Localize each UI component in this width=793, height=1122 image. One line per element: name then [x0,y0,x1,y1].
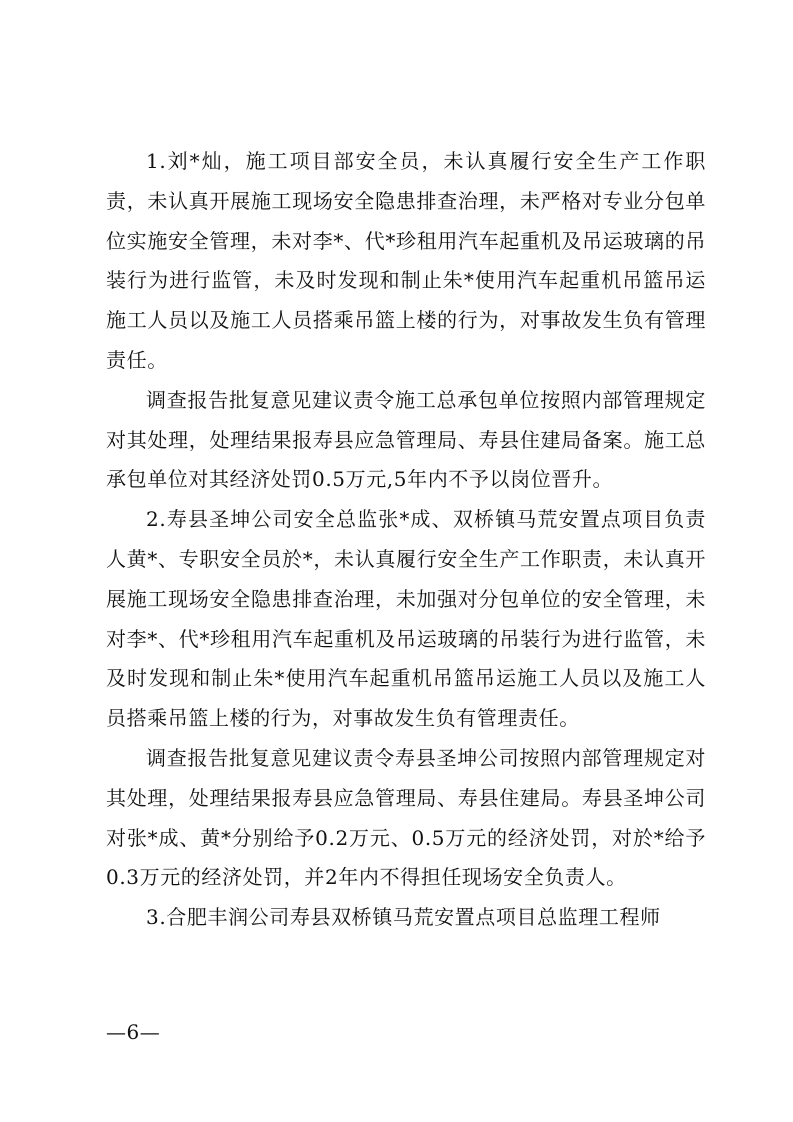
paragraph-1: 1.刘*灿，施工项目部安全员，未认真履行安全生产工作职责，未认真开展施工现场安全隐患排查治理，未严格对专业分包单位实施安全管理，未对李*、代*珍租用汽车起重机及吊运玻璃的吊装行为进行监管，未及时发现和制止朱*使用汽车起重机吊篮吊运施工人员以及施工人员搭乘吊篮上楼的行为，对事故发生负有管理责任。 [106,149,706,372]
paragraph-5: 3.合肥丰润公司寿县双桥镇马荒安置点项目总监理工程师 [146,905,661,930]
document-body [106,142,706,938]
page-number: —6— [106,1020,161,1044]
paragraph-2: 调查报告批复意见建议责令施工总承包单位按照内部管理规定对其处理，处理结果报寿县应急管理局、寿县住建局备案。施工总承包单位对其经济处罚0.5万元,5年内不予以岗位晋升。 [106,387,706,492]
paragraph-3: 2.寿县圣坤公司安全总监张*成、双桥镇马荒安置点项目负责人黄*、专职安全员於*，未认真履行安全生产工作职责，未认真开展施工现场安全隐患排查治理，未加强对分包单位的安全管理，未对李*、代*珍租用汽车起重机及吊运玻璃的吊装行为进行监管，未及时发现和制止朱*使用汽车起重机吊篮吊运施工人员以及施工人员搭乘吊篮上楼的行为，对事故发生负有管理责任。 [106,507,706,731]
paragraph-4: 调查报告批复意见建议责令寿县圣坤公司按照内部管理规定对其处理，处理结果报寿县应急管理局、寿县住建局。寿县圣坤公司对张*成、黄*分别给予0.2万元、0.5万元的经济处罚，对於*给予0.3万元的经济处罚，并2年内不得担任现场安全负责人。 [106,745,706,890]
